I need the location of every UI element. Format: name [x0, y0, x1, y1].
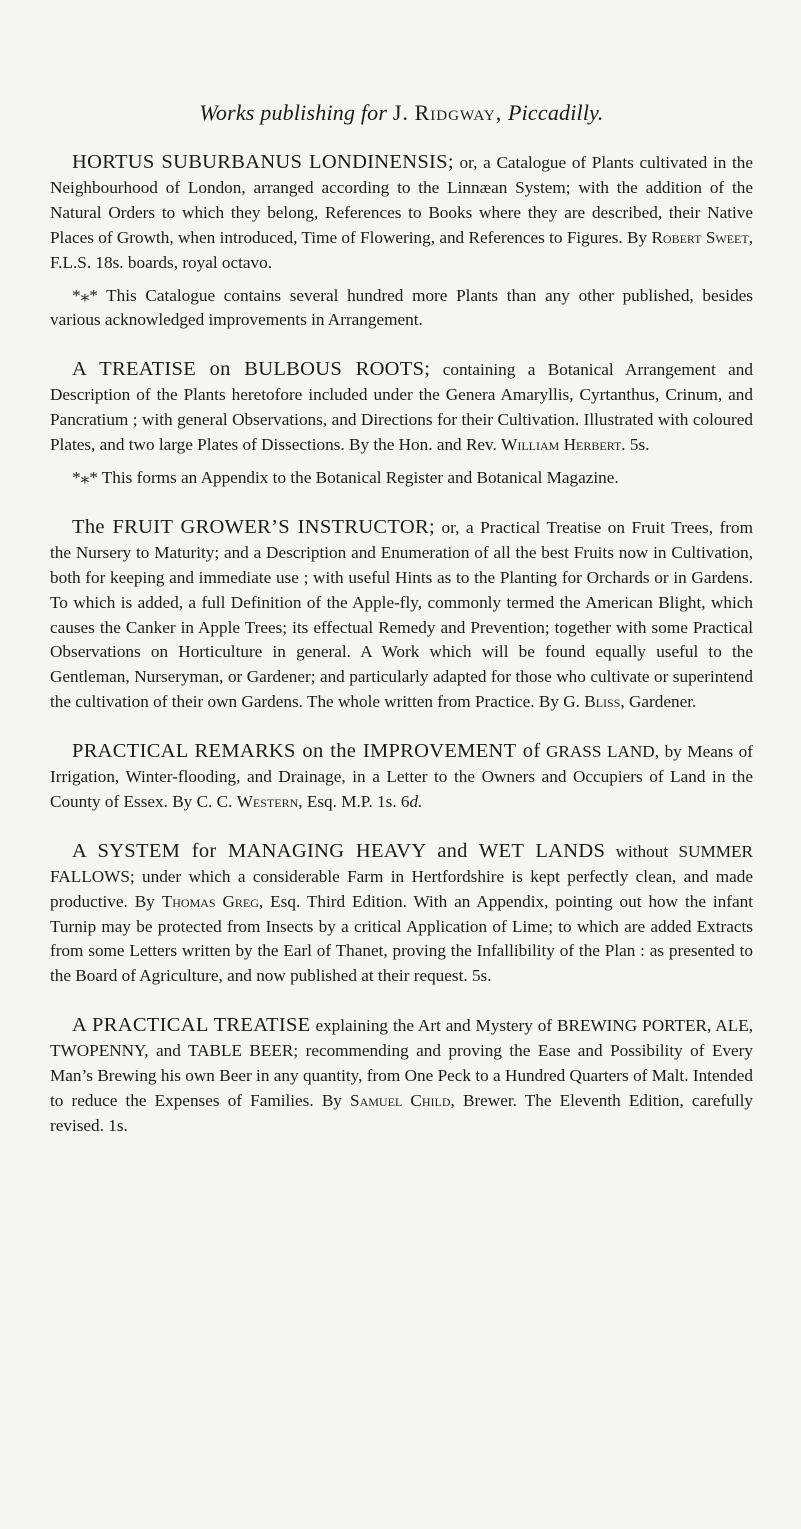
- entry-author: Bliss,: [584, 692, 625, 712]
- entry-tail: 5s.: [629, 435, 650, 455]
- entry-author: Robert Sweet,: [651, 227, 754, 247]
- publisher-name: Ridgway,: [414, 100, 503, 125]
- entry-bulbous-roots: [50, 357, 753, 491]
- entry-body: without SUMMER FALLOWS; under which a considerable Farm in Hertfordshire is kept perfectly clean, and made productive. By: [50, 841, 753, 911]
- entry-author: Western,: [236, 791, 303, 811]
- entry-author: William Herbert.: [501, 435, 626, 455]
- entry-note: *⁎* This forms an Appendix to the Botanical Register and Botanical Magazine.: [72, 467, 619, 487]
- entry-author: Thomas Greg,: [161, 891, 264, 911]
- entry-title: The FRUIT GROWER’S INSTRUCTOR;: [72, 515, 435, 538]
- entry-tail-italic: d.: [409, 791, 423, 811]
- running-head-prefix: Works publishing for: [199, 100, 388, 125]
- entry-tail: Esq. M.P. 1s. 6: [306, 791, 410, 811]
- entry-text: [50, 739, 753, 815]
- entry-fruit-grower: [50, 515, 753, 715]
- entry-text: [50, 357, 753, 458]
- entry-tail: Brewer. The Eleventh Edition, carefully revised. 1s.: [50, 1091, 754, 1135]
- running-head: [50, 100, 753, 126]
- entry-title: A PRACTICAL TREATISE: [72, 1014, 311, 1037]
- entry-body: or, a Practical Treatise on Fruit Trees, from the Nursery to Maturity; and a Description and Enumeration of all the best Fruits now in Cultivation, both for keeping and immediate use ; with useful Hints as to the Planting for Orchards or in Gardens. To which is added, a full Definition of the Apple-fly, commonly termed the American Blight, which causes the Canker in Apple Trees; its effectual Remedy and Prevention; together with some Practical Observations on Horticulture in general. A Work which will be found equally useful to the Gentleman, Nurseryman, or Gardener; and particularly adapted for those who cultivate or superintend the cultivation of their own Gardens. The whole written from Practice. By G.: [50, 517, 753, 712]
- entry-tail: F.L.S. 18s. boards, royal octavo.: [50, 252, 273, 272]
- entry-title: A TREATISE on BULBOUS ROOTS;: [72, 358, 431, 381]
- entry-text: [50, 150, 753, 276]
- entry-author: Samuel Child,: [350, 1091, 455, 1110]
- entry-brewing-treatise: [50, 1013, 753, 1139]
- entry-body: GRASS LAND, by Means of Irrigation, Winter-flooding, and Drainage, in a Letter to the Owners and Occupiers of Land in the County of Essex. By C. C.: [50, 742, 753, 811]
- entry-heavy-wet-lands: [50, 839, 753, 989]
- entry-grass-land: [50, 739, 753, 815]
- entry-note: *⁎* This Catalogue contains several hundred more Plants than any other published, besides various acknowledged improvements in Arrangement.: [50, 285, 753, 330]
- publisher-place: Piccadilly.: [507, 100, 604, 125]
- entry-tail: Esq. Third Edition. With an Appendix, pointing out how the infant Turnip may be protected from Insects by a critical Application of Lime; to which are added Extracts from some Letters written by the Earl of Thanet, proving the Infallibility of the Plan : as presented to the Board of Agriculture, and now published at their request. 5s.: [50, 891, 753, 986]
- entry-text: [50, 1013, 753, 1139]
- publisher-initial: J.: [392, 100, 409, 125]
- entry-title: PRACTICAL REMARKS on the IMPROVEMENT of: [72, 740, 541, 763]
- entry-tail: Gardener.: [629, 692, 697, 712]
- entry-body: explaining the Art and Mystery of BREWING PORTER, ALE, TWOPENNY, and TABLE BEER; recommending and proving the Ease and Possibility of Every Man’s Brewing his own Beer in any quantity, from One Peck to a Hundred Quarters of Malt. Intended to reduce the Expenses of Families. By: [50, 1016, 754, 1110]
- entry-hortus-suburbanus: [50, 150, 753, 333]
- entry-text: [50, 839, 753, 989]
- entry-body: or, a Catalogue of Plants cultivated in the Neighbourhood of London, arranged according to the Linnæan System; with the addition of the Natural Orders to which they belong, References to Books where they are described, their Native Places of Growth, when introduced, Time of Flowering, and References to Figures. By: [50, 153, 754, 247]
- entry-text: [50, 515, 753, 715]
- entry-body: containing a Botanical Arrangement and Description of the Plants heretofore included under the Genera Amaryllis, Cyrtanthus, Crinum, and Pancratium ; with general Observations, and Directions for their Cultivation. Illustrated with coloured Plates, and two large Plates of Dissections. By the Hon. and Rev.: [50, 360, 753, 455]
- entry-title: HORTUS SUBURBANUS LONDINENSIS;: [72, 151, 454, 173]
- entry-title: A SYSTEM for MANAGING HEAVY and WET LANDS: [72, 839, 606, 862]
